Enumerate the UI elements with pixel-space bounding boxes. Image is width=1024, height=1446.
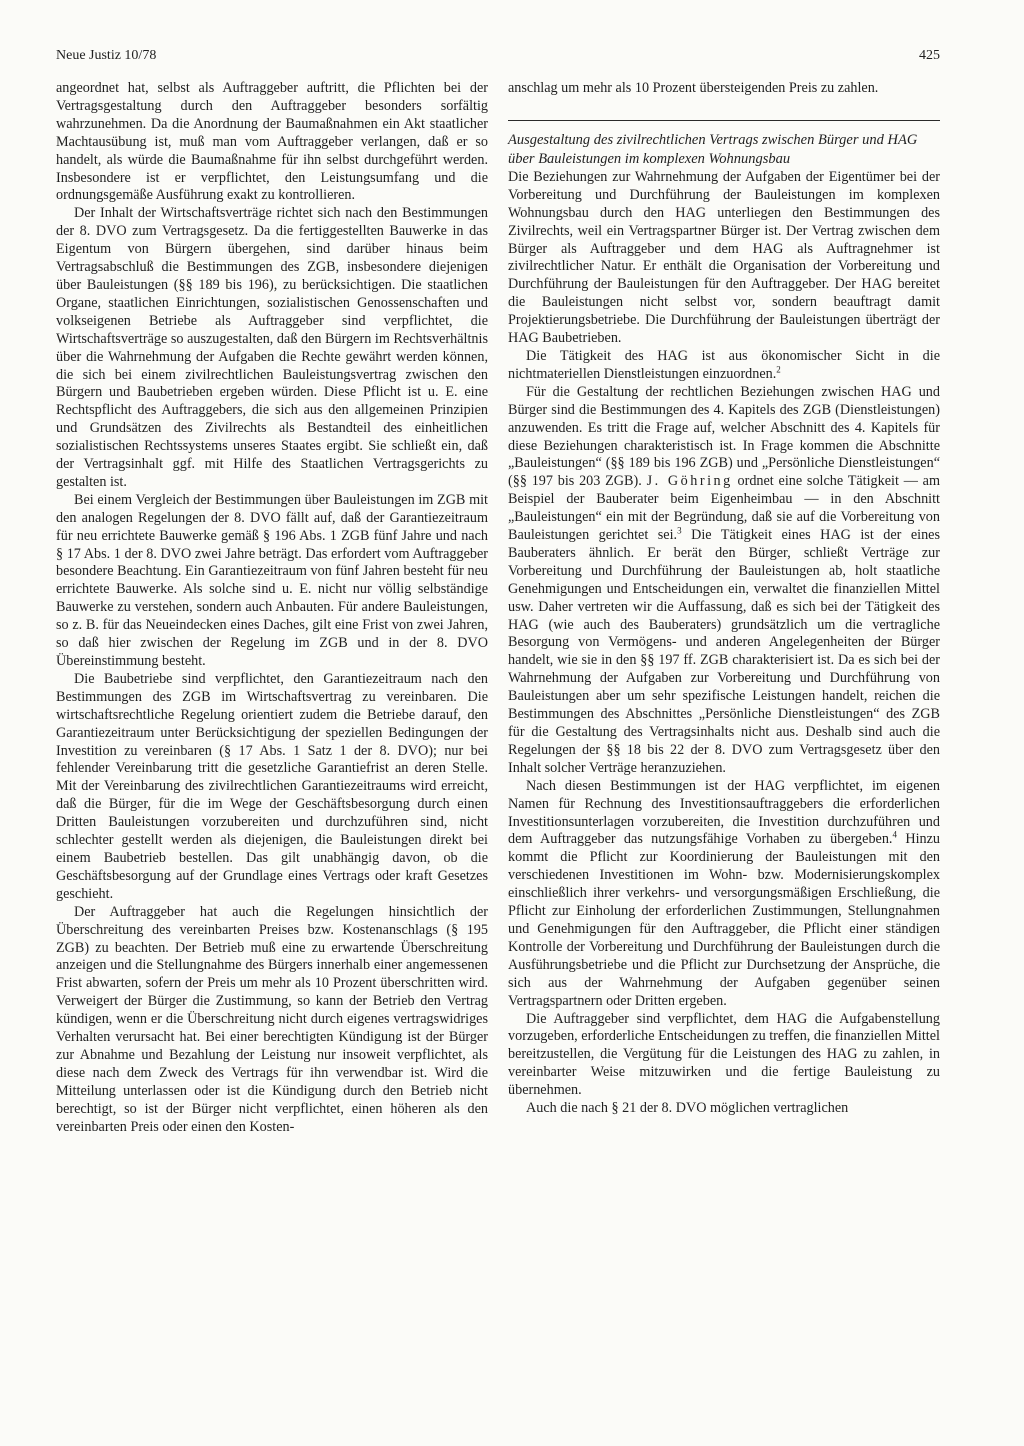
- paragraph: [508, 384, 940, 778]
- paragraph-text: ordnet eine solche Tätigkeit — am Beispiel der Bauberater beim Eigenheimbau — in den Abschnitt „Bauleistungen“ ein mit der Begründung, daß sie auf die Vorbereitung von Bauleistungen gerichtet sei.: [508, 473, 940, 544]
- paragraph: [508, 348, 940, 384]
- paragraph: Die Baubetriebe sind verpflichtet, den Garantiezeitraum nach den Bestimmungen des ZGB im Wirtschaftsvertrag zu vereinbaren. Die wirtschaftsrechtliche Regelung orientiert zudem die Betriebe darauf, den Garantiezeitraum unter Berücksichtigung der speziellen Bedingungen der Investition zu vereinbaren (§ 17 Abs. 1 Satz 1 der 8. DVO); nur bei fehlender Vereinbarung tritt die gesetzliche Garantiefrist an deren Stelle. Mit der Vereinbarung des zivilrechtlichen Garantiezeitraums wird erreicht, daß die Bürger, für die im Wege der Geschäftsbesorgung durch einen Dritten Bauleistungen vorzubereiten und durchzuführen sind, nicht schlechter gestellt werden als diejenigen, die Bauleistungen direkt bei einem Baubetrieb bestellen. Das gilt unabhängig davon, ob die Geschäftsbesorgung auf der Grundlage eines Vertrags oder kraft Gesetzes geschieht.: [56, 670, 488, 902]
- page-header: [56, 48, 940, 70]
- footnote-marker: 3: [677, 525, 682, 536]
- paragraph-text: Nach diesen Bestimmungen ist der HAG verpflichtet, im eigenen Namen für Rechnung des Investitionsauftraggebers die erforderlichen Investitionsunterlagen vorzubereiten, die Investition durchzuführen und dem Auftraggeber das nutzungsfähige Vorhaben zu übergeben.: [508, 777, 940, 848]
- paragraph-text: Die Tätigkeit des HAG ist aus ökonomischer Sicht in die nichtmateriellen Dienstleistungen einzuordnen.: [508, 347, 940, 382]
- right-column: [508, 80, 940, 1118]
- footnote-marker: 2: [776, 364, 781, 375]
- footnote-marker: 4: [892, 829, 897, 840]
- paragraph: Die Auftraggeber sind verpflichtet, dem HAG die Aufgabenstellung vorzugeben, erforderliche Entscheidungen zu treffen, die finanziellen Mittel bereitzustellen, die Vergütung für die Leistungen des HAG zu zahlen, in vereinbarter Weise mitzuwirken und die fertige Bauleistung zu übernehmen.: [508, 1010, 940, 1099]
- journal-title: Neue Justiz 10/78: [56, 48, 157, 63]
- section-divider: [508, 120, 940, 121]
- section-heading: Ausgestaltung des zivilrechtlichen Vertrags zwischen Bürger und HAG über Bauleistungen im komplexen Wohnungsbau: [508, 131, 918, 167]
- left-column: [56, 80, 488, 1136]
- author-name: J. Göhring: [646, 473, 733, 490]
- paragraph: Auch die nach § 21 der 8. DVO möglichen vertraglichen: [526, 1100, 849, 1117]
- paragraph: anschlag um mehr als 10 Prozent übersteigenden Preis zu zahlen.: [508, 80, 879, 96]
- paragraph-text: Hinzu kommt die Pflicht zur Koordinierung der Bauleistungen mit den verschiedenen Investitionen im Wohn- bzw. Modernisierungskomplex einschließlich ihrer verkehrs- und versorgungsmäßigen Erschließung, die Pflicht zur Einholung der erforderlichen Zustimmungen, Stellungnahmen und Genehmigungen für den Auftraggeber, die Pflicht einer ständigen Kontrolle der Vorbereitung und Durchführung der Bauleistungen durch die Ausführungsbetriebe und die Pflicht zur Durchsetzung der Ansprüche, die sich aus der Wahrnehmung der Aufgaben gegenüber seinen Vertragspartnern oder Dritten ergeben.: [508, 831, 941, 1009]
- paragraph-text: Für die Gestaltung der rechtlichen Beziehungen zwischen HAG und Bürger sind die Bestimmungen des 4. Kapitels des ZGB (Dienstleistungen) anzuwenden. Es tritt die Frage auf, welcher Abschnitt des 4. Kapitels für diese Beziehungen charakteristisch ist. In Frage kommen die Abschnitte „Bauleistungen“ (§§ 189 bis 196 ZGB) und „Persönliche Dienstleistungen“ (§§ 197 bis 203 ZGB).: [508, 383, 940, 490]
- paragraph: angeordnet hat, selbst als Auftraggeber auftritt, die Pflichten bei der Vertragsgestaltung durch den Auftraggeber besonders sorfältig wahrzunehmen. Da die Anordnung der Baumaßnahmen ein Akt staatlicher Machtausübung ist, muß man vom Auftraggeber verlangen, daß er so handelt, als würde die Baumaßnahme für ihn selbst durchgeführt werden. Insbesondere ist er verpflichtet, den Leistungsumfang und die ordnungsgemäße Ausführung exakt zu kontrollieren.: [56, 80, 488, 204]
- paragraph: Bei einem Vergleich der Bestimmungen über Bauleistungen im ZGB mit den analogen Regelungen der 8. DVO fällt auf, daß der Garantiezeitraum für neu errichtete Bauwerke gemäß § 196 Abs. 1 ZGB fünf Jahre und nach § 17 Abs. 1 der 8. DVO zwei Jahre beträgt. Das erfordert vom Auftraggeber besondere Beachtung. Ein Garantiezeitraum von fünf Jahren besteht für neu errichtete Bauwerke. Als solche sind u. E. nicht nur völlig selbständige Bauwerke zu verstehen, sondern auch Anbauten. Für andere Bauleistungen, so z. B. für das Neueindecken eines Daches, gilt eine Frist von zwei Jahren, so daß hier zwischen der Regelung im ZGB und in der 8. DVO Übereinstimmung besteht.: [56, 491, 488, 669]
- paragraph: Der Inhalt der Wirtschaftsverträge richtet sich nach den Bestimmungen der 8. DVO zum Vertragsgesetz. Da die fertiggestellten Bauwerke in das Eigentum von Bürgern übergehen, sind darüber hinaus beim Vertragsabschluß die Bestimmungen des ZGB, insbesondere diejenigen über Bauleistungen (§§ 189 bis 196), zu berücksichtigen. Die staatlichen Organe, staatlichen Einrichtungen, sozialistischen Genossenschaften und volkseigenen Betriebe als Auftraggeber sind verpflichtet, die Wirtschaftsverträge so auszugestalten, daß den Bürgern im Rechtsverhältnis über die Wahrnehmung der Aufgaben die Rechte gewährt werden können, die sich bei einem zivilrechtlichen Bauleistungsvertrag zwischen den Bürgern und Baubetrieben ergeben würden. Diese Pflicht ist u. E. eine Rechtspflicht des Auftraggebers, die sich aus den allgemeinen Prinzipien und Grundsätzen des Zivilrechts als Bestandteil des einheitlichen sozialistischen Rechtssystems unseres Staates ergibt. Sie schließt ein, daß der Vertragsinhalt ggf. mit Hilfe des Staatlichen Vertragsgerichts zu gestalten ist.: [56, 205, 488, 490]
- paragraph-text: Die Tätigkeit eines HAG ist der eines Bauberaters ähnlich. Er berät den Bürger, schließt Verträge zur Vorbereitung und Durchführung der Bauleistungen ab, holt staatliche Genehmigungen und Entscheidungen ein, verwaltet die finanziellen Mittel usw. Daher vertreten wir die Auffassung, daß es sich bei der Tätigkeit des HAG (wie auch des Bauberaters) grundsätzlich um die vertragliche Besorgung von Vermögens- und anderen Angelegenheiten der Bürger handelt, wie sie in den §§ 197 ff. ZGB charakterisiert ist. Da es sich bei der Wahrnehmung der Aufgaben zur Vorbereitung und Durchführung von Bauleistungen aber um sehr spezifische Leistungen handelt, reichen die Bestimmungen des Abschnittes „Persönliche Dienstleistungen“ des ZGB für die Gestaltung des Vertragsinhalts nicht aus. Deshalb sind auch die Regelungen der §§ 18 bis 22 der 8. DVO zum Vertragsgesetz über den Inhalt solcher Verträge heranzuziehen.: [508, 527, 940, 776]
- paragraph: [508, 778, 940, 1011]
- paragraph: Die Beziehungen zur Wahrnehmung der Aufgaben der Eigentümer bei der Vorbereitung und Durchführung der Bauleistungen im komplexen Wohnungsbau durch den HAG unterliegen den Bestimmungen des Zivilrechts, weil ein Vertragspartner Bürger ist. Der Vertrag zwischen dem Bürger als Auftraggeber und dem HAG als Auftragnehmer ist zivilrechtlicher Natur. Er enthält die Organisation der Vorbereitung und Durchführung der Bauleistungen für den Auftraggeber. Der HAG bereitet die Bauleistungen nicht selbst vor, sondern beauftragt damit Projektierungsbetriebe. Die Durchführung der Bauleistungen überträgt der HAG Baubetrieben.: [508, 168, 940, 347]
- page-number: 425: [919, 48, 940, 63]
- paragraph: Der Auftraggeber hat auch die Regelungen hinsichtlich der Überschreitung des vereinbarten Preises bzw. Kostenanschlags (§ 195 ZGB) zu beachten. Der Betrieb muß eine zu erwartende Überschreitung anzeigen und die Stellungnahme des Bürgers innerhalb einer angemessenen Frist abwarten, sofern der Preis um mehr als 10 Prozent überschritten wird. Verweigert der Bürger die Zustimmung, so kann der Betrieb den Vertrag kündigen, wenn er die Überschreitung nicht durch eigenes vertragswidriges Verhalten verursacht hat. Bei einer berechtigten Kündigung ist der Bürger zur Abnahme und Bezahlung der Leistung nur insoweit verpflichtet, als diese nach dem Zweck des Vertrags für ihn verwendbar ist. Wird die Mitteilung unterlassen oder ist die Kündigung durch den Betrieb nicht berechtigt, so ist der Bürger nicht verpflichtet, einen höheren als den vereinbarten Preis oder einen den Kosten-: [56, 903, 488, 1135]
